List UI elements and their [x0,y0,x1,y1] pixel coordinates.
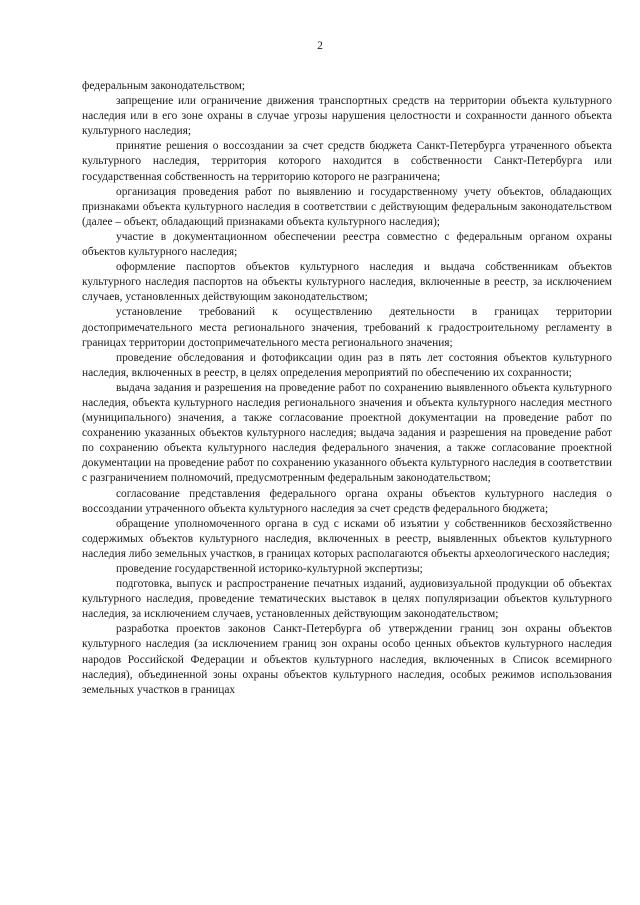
document-body [82,79,612,698]
paragraph: запрещение или ограничение движения транспортных средств на территории объекта культурного наследия или в его зоне охраны в случае угрозы нарушения целостности и сохранности данного объекта культурного наследия; [82,95,612,138]
paragraph: согласование представления федерального органа охраны объектов культурного наследия о воссоздании утраченного объекта культурного наследия за счет средств федерального бюджета; [82,487,612,515]
paragraph: проведение государственной историко-культурной экспертизы; [116,563,423,575]
paragraph: выдача задания и разрешения на проведение работ по сохранению выявленного объекта культурного наследия, объекта культурного наследия регионального значения и объекта культурного наследия местного (муниципального) значения, а также согласование проектной документации на проведение работ по сохранению указанных объектов культурного наследия; выдача задания и разрешения на проведение работ по сохранению объекта культурного наследия федерального значения, а также согласование проектной документации на проведение работ по сохранению указанного объекта культурного наследия в соответствии с разграничением полномочий, предусмотренным федеральным законодательством; [82,381,612,485]
paragraph: оформление паспортов объектов культурного наследия и выдача собственникам объектов культурного наследия паспортов на объекты культурного наследия, включенные в реестр, за исключением случаев, установленных действующим законодательством; [82,261,612,304]
paragraph: подготовка, выпуск и распространение печатных изданий, аудиовизуальной продукции об объектах культурного наследия, проведение тематических выставок в целях популяризации объектов культурного наследия, за исключением случаев, установленных действующим законодательством; [82,578,612,621]
paragraph: федеральным законодательством; [82,80,245,92]
paragraph: проведение обследования и фотофиксации один раз в пять лет состояния объектов культурного наследия, включенных в реестр, в целях определения мероприятий по обеспечению их сохранности; [82,351,612,379]
paragraph: разработка проектов законов Санкт-Петербурга об утверждении границ зон охраны объектов культурного наследия (за исключением границ зон охраны особо ценных объектов культурного наследия народов Российской Федерации и объектов культурного наследия, включенных в Список всемирного наследия), объединенной зоны охраны объектов культурного наследия, особых режимов использования земельных участков в границах [82,623,612,696]
paragraph: принятие решения о воссоздании за счет средств бюджета Санкт-Петербурга утраченного объекта культурного наследия, территория которого находится в собственности Санкт-Петербурга или государственная собственность на территорию которого не разграничена; [82,140,612,183]
page-number: 2 [317,40,323,52]
paragraph: обращение уполномоченного органа в суд с исками об изъятии у собственников бесхозяйственно содержимых объектов культурного наследия, включенных в реестр, выявленных объектов культурного наследия либо земельных участков, в границах которых располагаются объекты археологического наследия; [82,517,612,560]
paragraph: установление требований к осуществлению деятельности в границах территории достопримечательного места регионального значения, требований к градостроительному регламенту в границах территории достопримечательного места регионального значения; [82,306,612,349]
paragraph: участие в документационном обеспечении реестра совместно с федеральным органом охраны объектов культурного наследия; [82,230,612,259]
paragraph: организация проведения работ по выявлению и государственному учету объектов, обладающих признаками объекта культурного наследия в соответствии с действующим федеральным законодательством (далее – объект, обладающий признаками объекта культурного наследия); [82,185,612,228]
